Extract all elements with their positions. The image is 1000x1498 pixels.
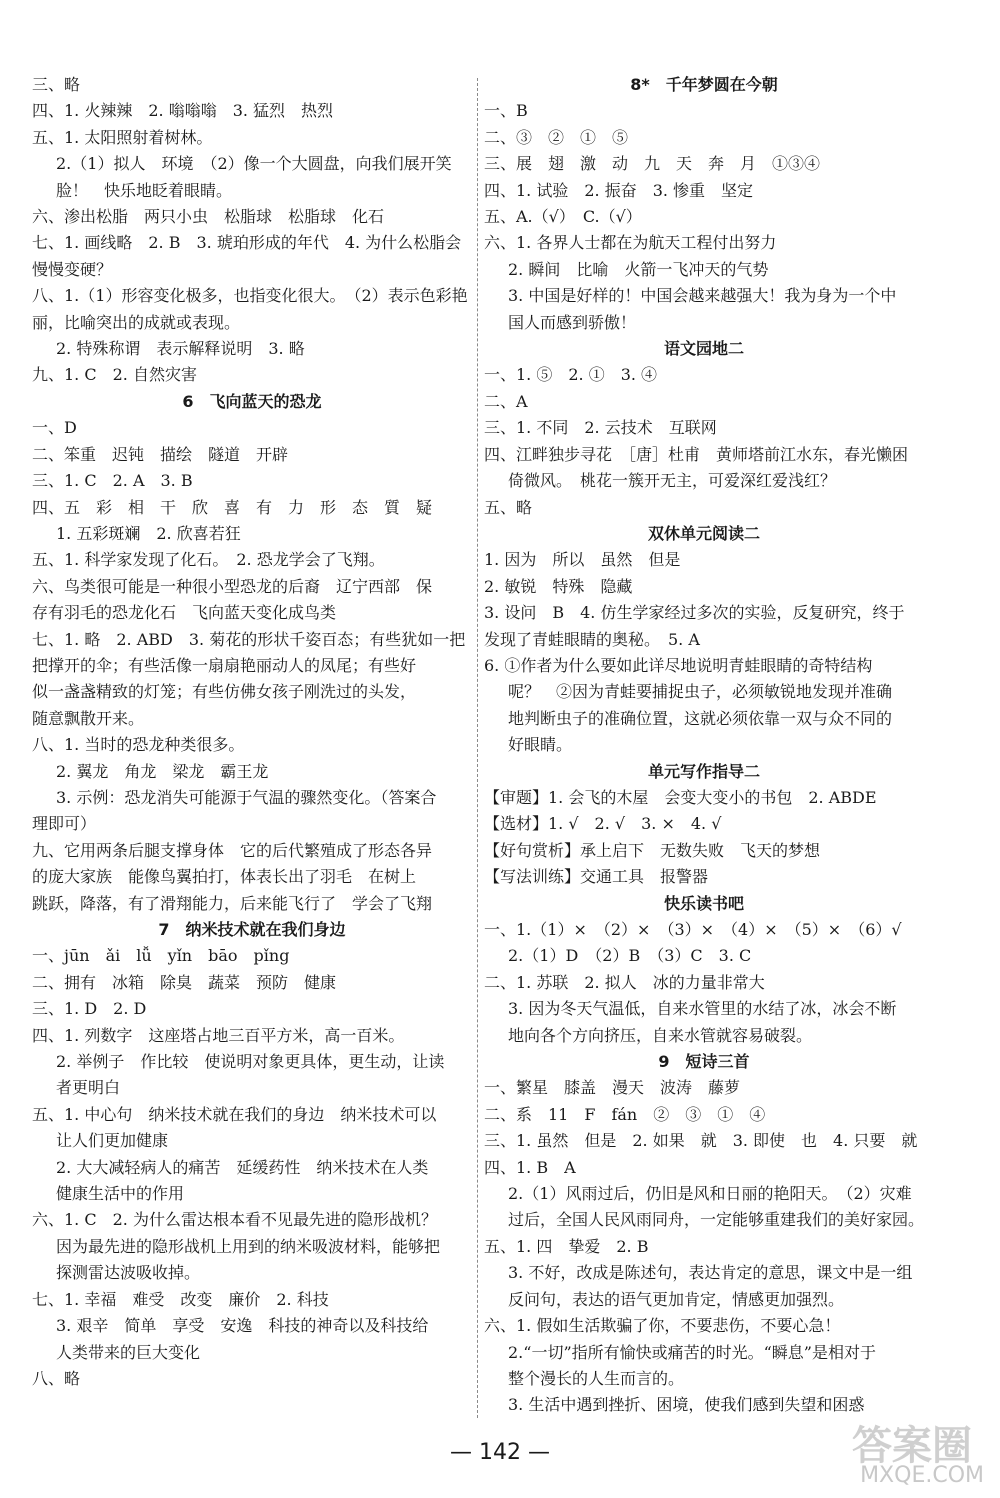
answer-line: 者更明白	[56, 1078, 121, 1098]
answer-line: 二、③ ② ① ⑤	[484, 127, 629, 147]
answer-line: 整个漫长的人生而言的。	[508, 1368, 685, 1388]
answer-line: 八、1. 当时的恐龙种类很多。	[32, 735, 245, 755]
watermark-brand: 答案圈	[852, 1423, 972, 1469]
answer-line: 存有羽毛的恐龙化石 飞向蓝天变化成鸟类	[32, 603, 337, 623]
answer-line: 地向各个方向挤压，自来水管就容易破裂。	[508, 1025, 813, 1045]
answer-line: 七、1. 幸福 难受 改变 廉价 2. 科技	[32, 1289, 329, 1309]
answer-line: 1. 因为 所以 虽然 但是	[484, 550, 681, 570]
answer-line: 七、1. 画线略 2. B 3. 琥珀形成的年代 4. 为什么松脂会	[32, 233, 462, 253]
watermark-url: MXQE.COM	[860, 1463, 984, 1488]
answer-line: 3. 示例：恐龙消失可能源于气温的骤然变化。（答案合	[56, 787, 437, 807]
right-answer-column	[484, 72, 924, 1419]
answer-line: 五、1. 太阳照射着树林。	[32, 127, 213, 147]
answer-line: 3. 艰辛 简单 享受 安逸 科技的神奇以及科技给	[56, 1316, 429, 1336]
answer-line: 三、略	[32, 75, 81, 94]
answer-line: 六、1. 假如生活欺骗了你，不要悲伤，不要心急！	[484, 1316, 841, 1336]
answer-line: 二、系 11 F fán ② ③ ① ④	[484, 1104, 766, 1124]
answer-line: 好眼睛。	[508, 735, 573, 755]
answer-line: 一、1.（1）× （2）× （3）× （4）× （5）× （6）√	[484, 920, 902, 939]
left-answer-column	[32, 72, 472, 1392]
section-heading: 7 纳米技术就在我们身边	[158, 920, 346, 939]
section-heading: 单元写作指导二	[647, 761, 760, 781]
answer-line: 3. 中国是好样的！中国会越来越强大！我为身为一个中	[508, 286, 897, 306]
answer-line: 2. 翼龙 角龙 梁龙 霸王龙	[56, 761, 269, 781]
answer-line: 把撑开的伞；有些活像一扇扇艳丽动人的凤尾；有些好	[32, 655, 417, 675]
answer-line: 理即可）	[32, 814, 97, 834]
answer-line: 二、笨重 迟钝 描绘 隧道 开辟	[32, 444, 289, 464]
answer-line: 五、1. 中心句 纳米技术就在我们的身边 纳米技术可以	[32, 1104, 437, 1124]
answer-line: 三、1. D 2. D	[32, 999, 147, 1019]
answer-line: 三、1. C 2. A 3. B	[32, 471, 193, 491]
answer-line: 一、1. ⑤ 2. ① 3. ④	[484, 365, 658, 385]
answer-line: 2.（1）风雨过后，仍旧是风和日丽的艳阳天。 （2）灾难	[508, 1184, 912, 1204]
answer-line: 五、略	[484, 497, 533, 517]
section-heading: 双休单元阅读二	[647, 523, 760, 543]
answer-line: 三、展 翅 激 动 九 天 奔 月 ①③④	[484, 154, 821, 174]
section-heading: 快乐读书吧	[663, 893, 744, 913]
answer-line: 因为最先进的隐形战机上用到的纳米吸波材料，能够把	[56, 1236, 441, 1256]
answer-line: 让人们更加健康	[56, 1131, 169, 1151]
watermark-logo	[824, 1410, 984, 1488]
answer-line: 五、1. 四 挚爱 2. B	[484, 1236, 649, 1256]
answer-line: 随意飘散开来。	[32, 708, 145, 728]
answer-line: 2. 举例子 作比较 使说明对象更具体，更生动，让读	[56, 1052, 445, 1072]
answer-line: 跳跃，降落，有了滑翔能力，后来能飞行了 学会了飞翔	[32, 893, 433, 913]
answer-line: 一、D	[32, 418, 77, 438]
answer-line: 六、1. C 2. 为什么雷达根本看不见最先进的隐形战机？	[32, 1210, 437, 1230]
answer-line: 2. 大大减轻病人的痛苦 延缓药性 纳米技术在人类	[56, 1157, 429, 1177]
answer-line: 【好句赏析】承上启下 无数失败 飞天的梦想	[484, 840, 821, 860]
answer-line: 过后，全国人民风雨同舟，一定能够重建我们的美好家园。	[508, 1210, 924, 1230]
answer-line: 人类带来的巨大变化	[56, 1342, 201, 1362]
answer-line: 【选材】1. √ 2. √ 3. × 4. √	[484, 814, 722, 834]
answer-line: 四、1. 火辣辣 2. 嗡嗡嗡 3. 猛烈 热烈	[32, 101, 334, 121]
answer-line: 八、1.（1）形容变化极多，也指变化很大。 （2）表示色彩艳	[32, 286, 468, 306]
answer-line: 【审题】1. 会飞的木屋 会变大变小的书包 2. ABDE	[484, 787, 877, 807]
answer-line: 一、B	[484, 101, 528, 121]
answer-line: 反问句，表达的语气更加肯定，情感更加强烈。	[508, 1289, 845, 1309]
page-number: — 142 —	[450, 1440, 550, 1465]
answer-line: 脸！ 快乐地眨着眼睛。	[56, 180, 233, 200]
answer-line: 慢慢变硬？	[32, 259, 113, 279]
answer-line: 似一盏盏精致的灯笼；有些仿佛女孩子刚洗过的头发，	[32, 682, 417, 702]
answer-line: 七、1. 略 2. ABD 3. 菊花的形状千姿百态；有些犹如一把	[32, 629, 466, 649]
answer-line: 2.（1）D （2）B （3）C 3. C	[508, 946, 752, 966]
answer-line: 【写法训练】交通工具 报警器	[484, 867, 709, 887]
answer-line: 探测雷达波吸收掉。	[56, 1263, 201, 1283]
answer-line: 健康生活中的作用	[56, 1184, 185, 1204]
answer-line: 二、A	[484, 391, 528, 411]
answer-line: 1. 五彩斑斓 2. 欣喜若狂	[56, 523, 241, 543]
answer-line: 三、1. 虽然 但是 2. 如果 就 3. 即使 也 4. 只要 就	[484, 1131, 918, 1151]
answer-line: 三、1. 不同 2. 云技术 互联网	[484, 418, 717, 438]
answer-line: 倚微风。 桃花一簇开无主，可爱深红爱浅红？	[508, 471, 837, 491]
answer-line: 四、1. 列数字 这座塔占地三百平方米，高一百米。	[32, 1025, 405, 1045]
answer-line: 九、1. C 2. 自然灾害	[32, 365, 197, 385]
answer-line: 一、jūn ǎi lǚ yǐn bāo pǐng	[32, 946, 290, 966]
section-heading: 9 短诗三首	[658, 1052, 750, 1072]
answer-line: 地判断虫子的准确位置，这就必须依靠一双与众不同的	[508, 708, 893, 728]
answer-line: 五、A.（√） C.（√）	[484, 207, 642, 227]
answer-line: 二、拥有 冰箱 除臭 蔬菜 预防 健康	[32, 972, 337, 992]
answer-line: 六、渗出松脂 两只小虫 松脂球 松脂球 化石	[32, 207, 385, 227]
answer-line: 四、五 彩 相 干 欣 喜 有 力 形 态 質 疑	[32, 497, 433, 517]
answer-line: 2. 敏锐 特殊 隐藏	[484, 576, 633, 596]
answer-line: 四、1. 试验 2. 振奋 3. 惨重 坚定	[484, 180, 754, 200]
answer-line: 八、略	[32, 1368, 81, 1388]
answer-line: 丽，比喻突出的成就或表现。	[32, 312, 241, 332]
answer-line: 四、江畔独步寻花 ［唐］杜甫 黄师塔前江水东，春光懒困	[484, 444, 909, 464]
answer-line: 五、1. 科学家发现了化石。 2. 恐龙学会了飞翔。	[32, 550, 385, 570]
answer-line: 国人而感到骄傲！	[508, 312, 637, 332]
answer-line: 一、繁星 膝盖 漫天 波涛 藤萝	[484, 1078, 741, 1098]
answer-line: 2.（1）拟人 环境 （2）像一个大圆盘，向我们展开笑	[56, 154, 452, 174]
answer-line: 6. ①作者为什么要如此详尽地说明青蛙眼睛的奇特结构	[484, 655, 873, 675]
answer-line: 3. 设问 B 4. 仿生学家经过多次的实验，反复研究，终于	[484, 603, 905, 623]
answer-line: 六、鸟类很可能是一种很小型恐龙的后裔 辽宁西部 保	[32, 576, 433, 596]
answer-line: 二、1. 苏联 2. 拟人 冰的力量非常大	[484, 972, 765, 992]
answer-line: 2.“一切”指所有愉快或痛苦的时光。“瞬息”是相对于	[508, 1342, 876, 1362]
section-heading: 语文园地二	[663, 339, 744, 359]
answer-line: 的庞大家族 能像鸟翼拍打，体表长出了羽毛 在树上	[32, 867, 417, 887]
answer-line: 九、它用两条后腿支撑身体 它的后代繁殖成了形态各异	[32, 840, 433, 860]
answer-line: 四、1. B A	[484, 1157, 576, 1177]
answer-line: 2. 瞬间 比喻 火箭一飞冲天的气势	[508, 259, 769, 279]
answer-line: 3. 生活中遇到挫折、困境，使我们感到失望和困惑	[508, 1395, 865, 1415]
column-divider	[477, 78, 479, 1418]
answer-line: 发现了青蛙眼睛的奥秘。 5. A	[484, 629, 700, 649]
answer-line: 呢？ ②因为青蛙要捕捉虫子，必须敏锐地发现并准确	[508, 682, 893, 702]
answer-line: 2. 特殊称谓 表示解释说明 3. 略	[56, 339, 305, 359]
section-heading: 6 飞向蓝天的恐龙	[182, 391, 322, 411]
answer-line: 3. 不好，改成是陈述句，表达肯定的意思，课文中是一组	[508, 1263, 913, 1283]
answer-line: 六、1. 各界人士都在为航天工程付出努力	[484, 233, 777, 253]
section-heading: 8* 千年梦圆在今朝	[630, 75, 778, 94]
answer-line: 3. 因为冬天气温低，自来水管里的水结了冰，冰会不断	[508, 999, 897, 1019]
